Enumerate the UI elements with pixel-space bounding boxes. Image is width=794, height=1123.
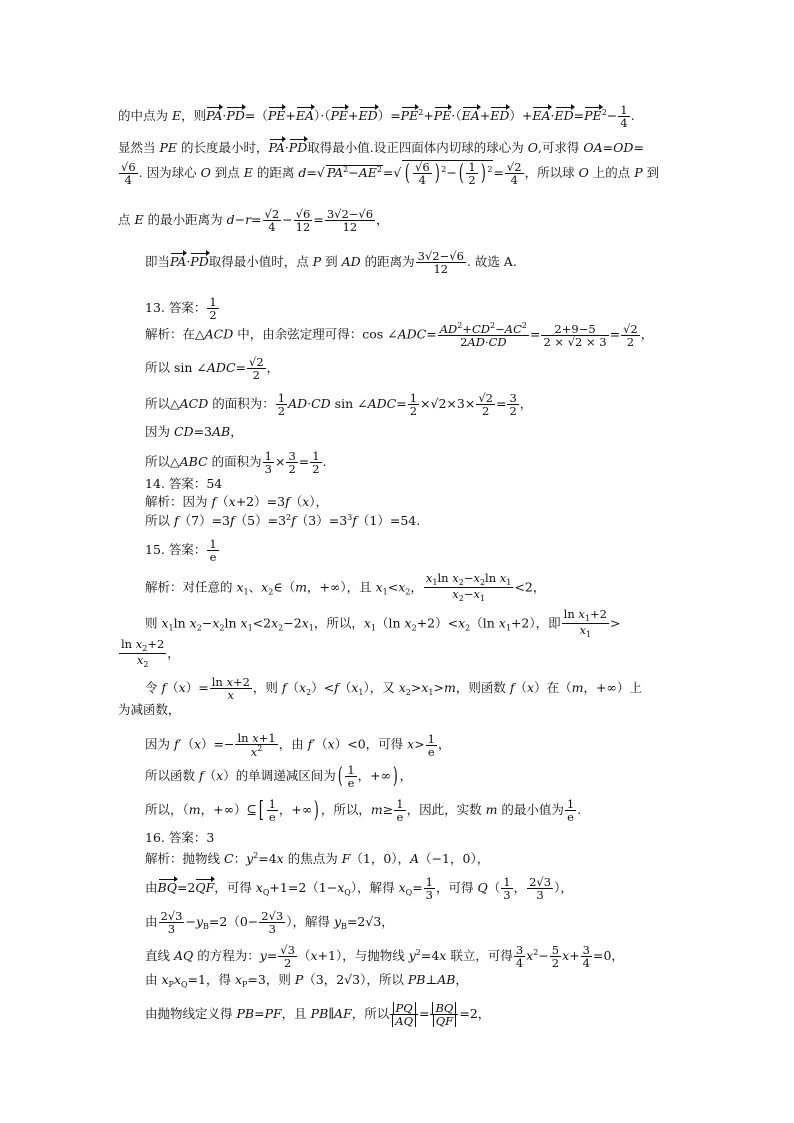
text-line: 所以 sin ∠ADC= $\frac{√2}{2}$ ， — [145, 355, 280, 383]
text-line: 因为 CD=3AB， — [145, 424, 243, 439]
text-line: 所以 $f(7)=3f(5)=3^2f(3)=3^3f(1)=54$. — [145, 513, 421, 528]
text-line: 所以△ABC 的面积为 $\frac{1}{3}$ × $\frac{3}{2}$ = $\frac{1}{2}$ . — [145, 449, 327, 477]
text-line: 点 E 的最小距离为 d−r= $\frac{√2}{4}$ − $\frac{√6}{12}$ = $\frac{3√2-√6}{12}$ ， — [118, 207, 389, 235]
text-line: 所以函数 f（x）的单调递减区间为( $\frac{1}{e}$ ，+∞) ， — [145, 763, 413, 791]
text-line: 由抛物线定义得 PB=PF，且 PB∥AF，所以 $\frac{PQ}{AQ}$ = $\frac{BQ}{QF}$ =2， — [145, 1001, 491, 1029]
text-line: 解析：对任意的 $x_1$、$x_2\in(m$，+∞），且 $x_1<x_2$， $\frac{x_1\ln x_2-x_2\ln x_1}{x_2-x_1}$ <2， — [145, 571, 546, 604]
text-line: 所以△ACD 的面积为： $\frac{1}{2}$ AD·CD sin ∠ADC= $\frac{1}{2}$ ×√2×3× $\frac{√2}{2}$ = $\frac{3}{2}$ ， — [145, 391, 533, 419]
text-line: 由 $\frac{2√3}{3}$ $-y_B=2(0-$ $\frac{2√3}{3}$ ），解得 $y_B=2√3$， — [145, 909, 394, 937]
text-line: 令 f（x）= $\frac{\text{ln x+2}}{x}$ ，则 $f(x_2)<f(x_1)$，又 $x_2>x_1>m$，则函数 f（x）在（m，+∞）上 — [145, 675, 642, 703]
text-line: 15. 答案： $\frac{1}{e}$ — [145, 537, 217, 565]
text-line: 由BQ=2QF，可得 $x_Q+1=2(1-x_Q)$，解得 $x_Q=$ $\frac{1}{3}$ ，可得 Q（ $\frac{1}{3}$ ， $\frac{2√3}{3}$ ）， — [145, 875, 573, 903]
text-line: 为减函数， — [118, 702, 181, 717]
text-line: 显然当 PE 的长度最小时，PA·PD取得最小值.设正四面体内切球的球心为 O,可求得 OA=OD= — [118, 140, 644, 155]
text-line: 则 $x_1\ln$ $x_2-x_2\ln$ $x_1<2x_2-2x_1$，所以，$x_1(\ln$ $x_2+2)<x_2(\ln$ $x_1+2$），即 $\frac{\ln x_1+2}{x_1}$ > — [145, 607, 621, 640]
text-line: 16. 答案：3 — [145, 830, 215, 845]
text-line: 直线 AQ 的方程为：y= $\frac{√3}{2}$ （x+1），与抛物线 $y^2=4x$ 联立，可得 $\frac{3}{4}$ $x^2-$ $\frac{5}{2}$ x+ $\frac{3}{4}$ =0， — [145, 943, 624, 971]
text-line: 所以，（m，+∞）⊆[ $\frac{1}{e}$ ，+∞) ，所以，m≥ $\frac{1}{e}$ ，因此，实数 m 的最小值为 $\frac{1}{e}$ . — [145, 797, 582, 825]
text-line: 解析：在△ACD 中，由余弦定理可得：cos ∠ADC= $\frac{AD^2+CD^2-AC^2}{2AD\cdot CD}$ = $\frac{2+9-5}{2 \times √2 \times 3}$ = $\frac{√2}{2}$ ， — [145, 321, 654, 350]
text-line: 解析：抛物线 C：$y^2=4x$ 的焦点为 F（1，0），A（−1，0）， — [145, 851, 490, 866]
text-line: $\frac{√6}{4}$ . 因为球心 O 到点 E 的距离 d=√ $PA^2-AE^2=√$ ( $\frac{√6}{4}$ ) $^2$−( $\frac{1}{2}$ ) $^2$= $\frac{√2}{4}$ ，所以球 O 上的点 P 到 — [121, 160, 660, 188]
text-line: 因为 f′（x）=− $\frac{\text{ln x+1}}{x^2}$ ，由 f′（x）<0，可得 x> $\frac{1}{e}$ ， — [145, 731, 451, 760]
text-line: 的中点为 E，则$PA\cdot PD=(PE+EA)\cdot(PE+ED)=PE^2+PE\cdot(EA+ED)+EA\cdot ED=PE^2-$ $\frac{1}{4}$ . — [118, 103, 635, 131]
text-line: 即当PA·PD取得最小值时，点 P 到 AD 的距离为 $\frac{3√2-√6}{12}$ . 故选 A. — [145, 249, 517, 277]
text-line: 13. 答案： $\frac{1}{2}$ — [145, 295, 217, 323]
text-line: $\frac{\ln x_2+2}{x_2}$ ， — [121, 637, 180, 670]
text-line: 解析：因为 f（x+2）=3f（x）， — [145, 494, 329, 509]
text-line: 14. 答案：54 — [145, 476, 223, 491]
text-line: 由 $x_Px_Q=1$，得 $x_P=3$，则 P（3，2√3），所以 PB⊥AB， — [145, 972, 468, 989]
